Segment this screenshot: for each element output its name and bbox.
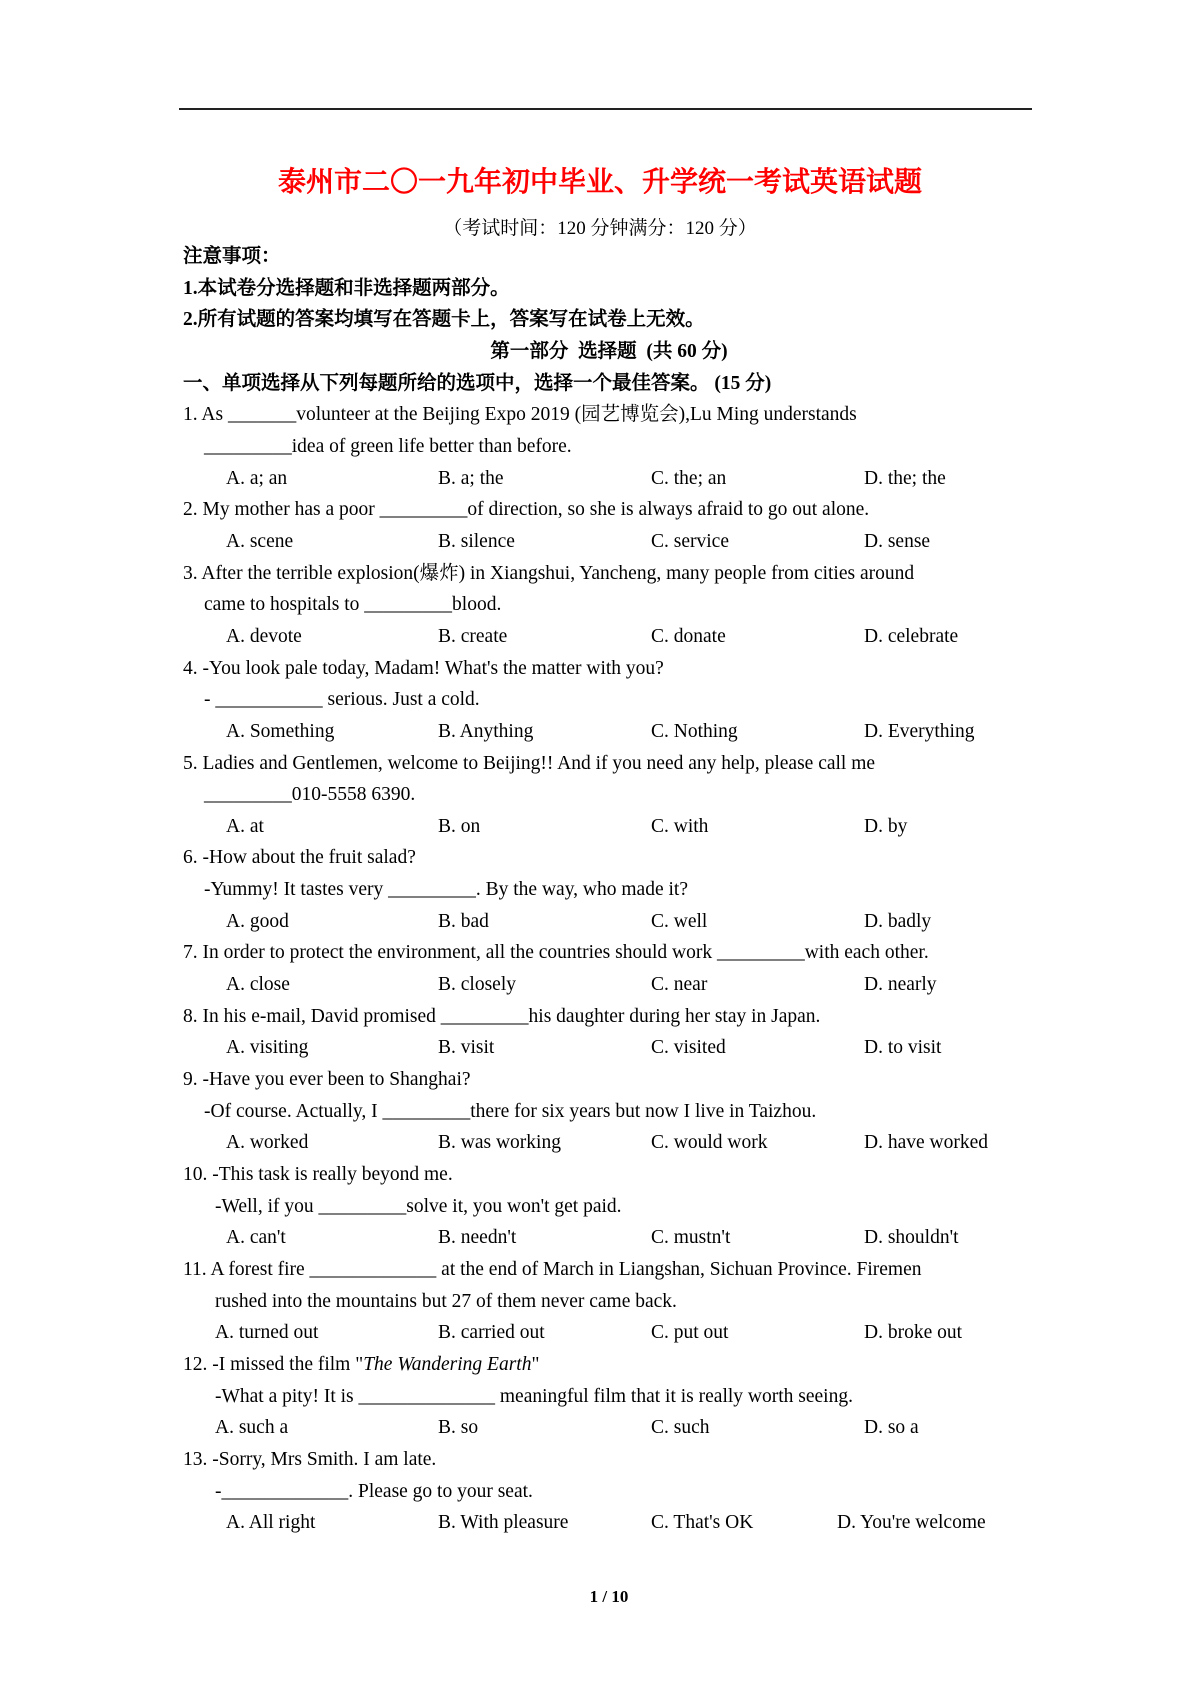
option-d: D. the; the: [864, 467, 946, 489]
part-title: 第一部分 选择题 (共 60 分): [490, 340, 728, 362]
question-stem-continued: [183, 1286, 1043, 1318]
option-b: B. Anything: [438, 720, 534, 742]
option-a: A. scene: [226, 530, 294, 552]
option-d: D. so a: [864, 1417, 919, 1439]
option-d: D. shouldn't: [864, 1227, 959, 1249]
question-stem-continued: [183, 431, 1043, 463]
option-b: B. silence: [438, 530, 515, 552]
option-b: B. bad: [438, 910, 489, 932]
question-1: [183, 399, 1043, 494]
question-stem: [183, 1349, 1043, 1381]
question-stem: [183, 1254, 1043, 1286]
option-c: C. Nothing: [651, 720, 738, 742]
option-d: D. to visit: [864, 1037, 942, 1059]
stem-text: -_____________. Please go to your seat.: [215, 1480, 533, 1502]
option-b: B. With pleasure: [438, 1512, 569, 1534]
question-stem-continued: [183, 1096, 1043, 1128]
options-row: [183, 906, 1043, 938]
question-3: [183, 558, 1043, 653]
stem-text: rushed into the mountains but 27 of them never came back.: [215, 1290, 677, 1312]
exam-subtitle: （考试时间：120 分钟满分：120 分）: [443, 218, 757, 239]
stem-text: 5. Ladies and Gentlemen, welcome to Beijing!! And if you need any help, please call me: [183, 752, 876, 774]
options-row: [183, 1317, 1043, 1349]
notes-heading: 注意事项：: [183, 246, 281, 267]
question-11: [183, 1254, 1043, 1349]
stem-text: _________010-5558 6390.: [204, 784, 416, 806]
option-c: C. That's OK: [651, 1512, 754, 1534]
option-d: D. nearly: [864, 974, 937, 996]
question-2: [183, 494, 1043, 557]
option-b: B. a; the: [438, 467, 504, 489]
question-6: [183, 842, 1043, 937]
section-instruction: 一、单项选择从下列每题所给的选项中，选择一个最佳答案。 (15 分): [183, 372, 772, 394]
question-stem: [183, 748, 1043, 780]
option-a: A. visiting: [226, 1037, 309, 1059]
options-row: [183, 526, 1043, 558]
stem-text: 6. -How about the fruit salad?: [183, 847, 416, 869]
option-c: C. would work: [651, 1132, 768, 1154]
options-row: [183, 1507, 1043, 1539]
option-a: A. a; an: [226, 467, 288, 489]
exam-title: 泰州市二〇一九年初中毕业、升学统一考试英语试题: [277, 165, 922, 198]
options-row: [183, 716, 1043, 748]
option-b: B. needn't: [438, 1227, 517, 1249]
question-5: [183, 748, 1043, 843]
question-stem: [183, 1159, 1043, 1191]
stem-text: came to hospitals to _________blood.: [204, 594, 502, 616]
option-b: B. create: [438, 625, 508, 647]
stem-text: -Well, if you _________solve it, you won't get paid.: [215, 1195, 622, 1217]
question-stem: [183, 842, 1043, 874]
stem-text: 13. -Sorry, Mrs Smith. I am late.: [183, 1448, 437, 1470]
option-b: B. was working: [438, 1132, 561, 1154]
question-stem: [183, 399, 1043, 431]
stem-text: 1. As _______volunteer at the Beijing Expo 2019 (园艺博览会),Lu Ming understands: [183, 404, 857, 426]
option-a: A. All right: [226, 1512, 316, 1534]
question-stem-continued: [183, 589, 1043, 621]
stem-text: 11. A forest fire _____________ at the end of March in Liangshan, Sichuan Province. Firemen: [183, 1259, 922, 1280]
option-c: C. the; an: [651, 467, 727, 489]
question-stem: [183, 558, 1043, 590]
option-c: C. service: [651, 530, 729, 552]
options-row: [183, 1032, 1043, 1064]
question-stem: [183, 1064, 1043, 1096]
question-stem-continued: [183, 779, 1043, 811]
page-number: 1 / 10: [589, 1587, 629, 1606]
stem-text: -Yummy! It tastes very _________. By the way, who made it?: [204, 879, 688, 901]
stem-text: 12. -I missed the film ": [183, 1353, 364, 1375]
stem-text: 9. -Have you ever been to Shanghai?: [183, 1069, 471, 1091]
option-c: C. visited: [651, 1037, 726, 1059]
option-d: D. Everything: [864, 720, 975, 742]
option-a: A. at: [226, 815, 264, 837]
option-c: C. put out: [651, 1322, 729, 1344]
stem-text: 7. In order to protect the environment, all the countries should work _________with each other.: [183, 942, 929, 964]
stem-text: _________idea of green life better than before.: [204, 435, 572, 457]
question-stem: [183, 653, 1043, 685]
option-c: C. donate: [651, 625, 726, 647]
option-d: D. by: [864, 815, 908, 837]
stem-text: 4. -You look pale today, Madam! What's the matter with you?: [183, 657, 664, 679]
header-rule: [179, 108, 1032, 110]
option-c: C. well: [651, 910, 708, 932]
option-a: A. devote: [226, 625, 302, 647]
stem-text: The Wandering Earth: [363, 1353, 532, 1375]
question-7: [183, 937, 1043, 1000]
option-b: B. closely: [438, 974, 516, 996]
option-c: C. mustn't: [651, 1227, 731, 1249]
question-8: [183, 1001, 1043, 1064]
note-item: 1.本试卷分选择题和非选择题两部分。: [183, 277, 510, 299]
question-stem-continued: [183, 684, 1043, 716]
question-stem: [183, 494, 1043, 526]
stem-text: 8. In his e-mail, David promised _________his daughter during her stay in Japan.: [183, 1005, 821, 1027]
question-list: [183, 399, 1043, 1539]
option-a: A. close: [226, 974, 290, 996]
question-stem-continued: [183, 1476, 1043, 1508]
question-4: [183, 653, 1043, 748]
question-stem: [183, 1001, 1043, 1033]
stem-text: -What a pity! It is ______________ meaningful film that it is really worth seeing.: [215, 1385, 853, 1407]
stem-text: 10. -This task is really beyond me.: [183, 1164, 453, 1186]
question-stem-continued: [183, 1191, 1043, 1223]
options-row: [183, 1412, 1043, 1444]
option-d: D. celebrate: [864, 625, 959, 647]
options-row: [183, 621, 1043, 653]
question-12: [183, 1349, 1043, 1444]
question-stem: [183, 937, 1043, 969]
option-b: B. on: [438, 815, 481, 837]
option-b: B. visit: [438, 1037, 495, 1059]
option-c: C. such: [651, 1417, 710, 1439]
question-13: [183, 1444, 1043, 1539]
option-b: B. carried out: [438, 1322, 545, 1344]
option-d: D. You're welcome: [837, 1512, 986, 1534]
options-row: [183, 1127, 1043, 1159]
question-stem: [183, 1444, 1043, 1476]
stem-text: 2. My mother has a poor _________of direction, so she is always afraid to go out alone.: [183, 499, 870, 521]
options-row: [183, 811, 1043, 843]
option-c: C. with: [651, 815, 709, 837]
question-9: [183, 1064, 1043, 1159]
option-a: A. turned out: [215, 1322, 319, 1344]
stem-text: -Of course. Actually, I _________there for six years but now I live in Taizhou.: [204, 1100, 817, 1122]
options-row: [183, 1222, 1043, 1254]
option-d: D. broke out: [864, 1322, 963, 1344]
option-d: D. badly: [864, 910, 932, 932]
stem-text: ": [531, 1353, 540, 1375]
question-10: [183, 1159, 1043, 1254]
option-a: A. such a: [215, 1417, 289, 1439]
option-d: D. sense: [864, 530, 931, 552]
option-a: A. good: [226, 910, 289, 932]
question-stem-continued: [183, 1381, 1043, 1413]
option-a: A. can't: [226, 1227, 286, 1249]
option-c: C. near: [651, 974, 708, 996]
question-stem-continued: [183, 874, 1043, 906]
options-row: [183, 969, 1043, 1001]
option-d: D. have worked: [864, 1132, 988, 1154]
stem-text: - ___________ serious. Just a cold.: [204, 689, 480, 711]
exam-body: [183, 241, 1043, 1539]
option-b: B. so: [438, 1417, 479, 1439]
options-row: [183, 463, 1043, 495]
option-a: A. Something: [226, 720, 335, 742]
stem-text: 3. After the terrible explosion(爆炸) in Xiangshui, Yancheng, many people from cities around: [183, 562, 915, 584]
option-a: A. worked: [226, 1132, 309, 1154]
note-item: 2.所有试题的答案均填写在答题卡上，答案写在试卷上无效。: [183, 309, 705, 331]
